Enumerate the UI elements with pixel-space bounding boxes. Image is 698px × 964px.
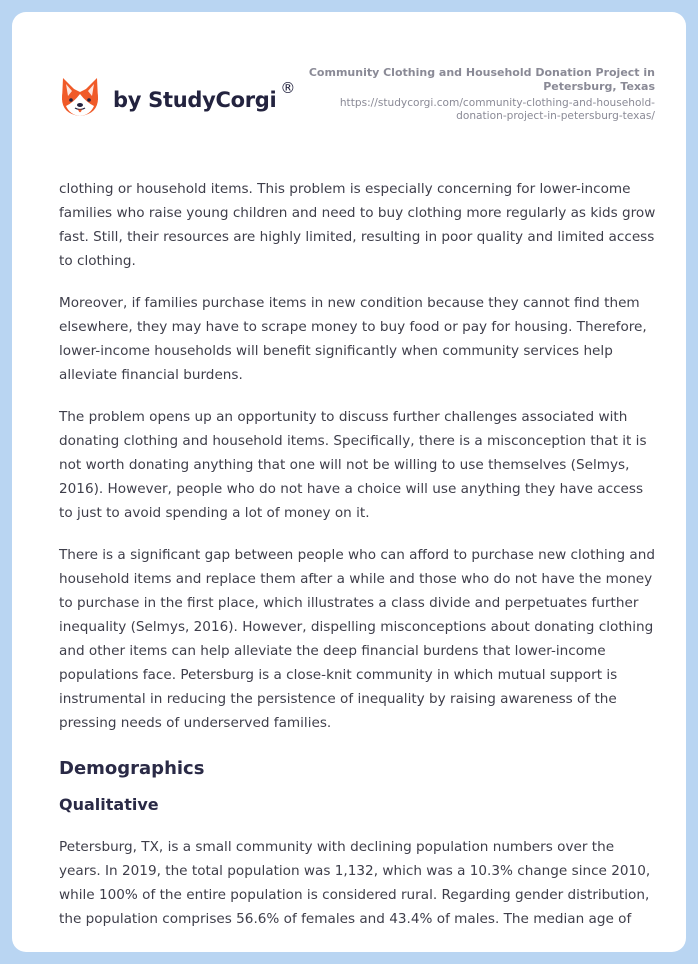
body-paragraph: There is a significant gap between people who can afford to purchase new clothing and household items and replace them after a while and those who do not have the money to purchase in the first place, which illustrates a class divide and perpetuates further inequality (Selmys, 2016). However, dispelling misconceptions about donating clothing and other items can help alleviate the deep financial burdens that lower-income populations face. Petersburg is a close-knit community in which mutual support is instrumental in reducing the persistence of inequality by raising awareness of the pressing needs of underserved families. <box>59 547 655 731</box>
studycorgi-logo[interactable] <box>60 76 295 120</box>
registered-mark: ® <box>280 79 296 97</box>
document-title: Community Clothing and Household Donation Project in Petersburg, Texas <box>308 66 655 93</box>
page-header <box>12 12 686 162</box>
document-meta <box>295 66 655 123</box>
document-page <box>12 12 686 952</box>
corgi-head-icon <box>60 76 100 120</box>
body-paragraph: clothing or household items. This problem is especially concerning for lower-income families who raise young children and need to buy clothing more regularly as kids grow fast. Still, their resources are highly limited, resulting in poor quality and limited access to clothing. <box>59 181 656 269</box>
subsection-heading-qualitative: Qualitative <box>59 795 159 814</box>
document-body <box>59 177 659 949</box>
section-heading-demographics: Demographics <box>59 758 205 779</box>
body-paragraph: The problem opens up an opportunity to discuss further challenges associated with donating clothing and household items. Specifically, there is a misconception that it is not worth donating anything that one will not be willing to use themselves (Selmys, 2016). However, people who do not have a choice will use anything they have access to just to avoid spending a lot of money on it. <box>59 409 647 521</box>
body-paragraph: Moreover, if families purchase items in new condition because they cannot find them elsewhere, they may have to scrape money to buy food or pay for housing. Therefore, lower-income households will benefit significantly when community services help alleviate financial burdens. <box>59 295 647 383</box>
body-paragraph: Petersburg, TX, is a small community with declining population numbers over the years. In 2019, the total population was 1,132, which was a 10.3% change since 2010, while 100% of the entire population is considered rural. Regarding gender distribution, the population comprises 56.6% of females and 43.4% of males. The median age of <box>59 839 651 927</box>
logo-wordmark: by StudyCorgi <box>113 88 277 112</box>
document-url[interactable]: https://studycorgi.com/community-clothing-and-household-donation-project-in-petersburg-texas/ <box>339 97 655 122</box>
